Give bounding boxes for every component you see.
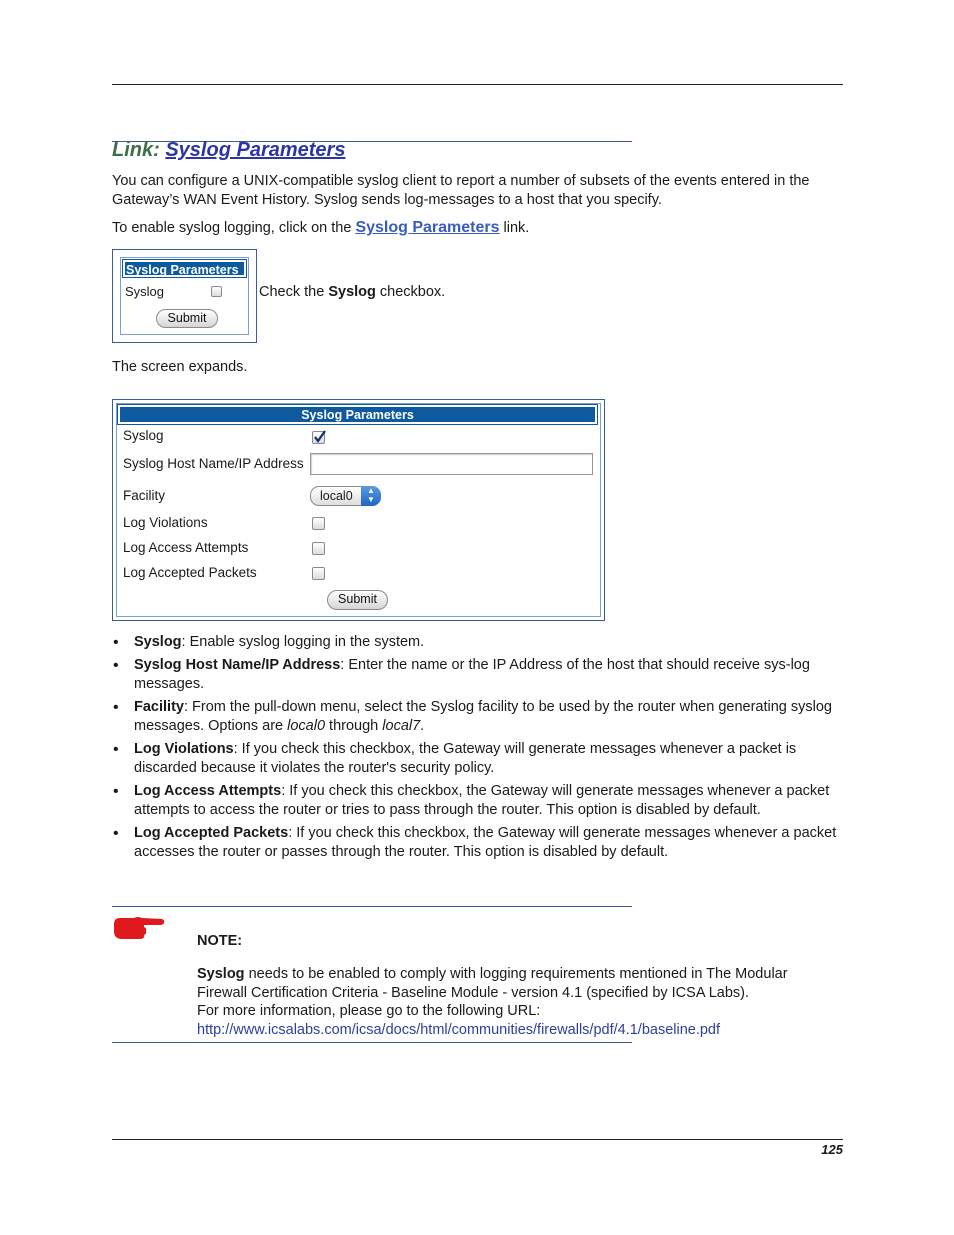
- note-body: Syslog needs to be enabled to comply with logging requirements mentioned in The Modular Firewall Certification Criteria - Baseline Module - version 4.1 (specified by ICSA Labs).: [197, 966, 788, 1001]
- top-rule: [112, 84, 843, 85]
- up-down-arrows-icon: ▲ ▼: [361, 486, 381, 506]
- syslog-parameters-heading-link[interactable]: Syslog Parameters: [165, 139, 346, 161]
- page-number: 125: [821, 1142, 843, 1157]
- field-descriptions: [112, 633, 842, 866]
- syslog-panel-collapsed: [112, 249, 257, 343]
- note-top-rule: [112, 906, 632, 907]
- facility-value: local0: [320, 489, 353, 503]
- checkmark-icon: [312, 429, 327, 444]
- page-heading: [112, 139, 345, 162]
- log-accepted-packets-checkbox[interactable]: [312, 567, 325, 580]
- list-item: • Log Accepted Packets: If you check this checkbox, the Gateway will generate messages whenever a packet accesses the router or passes through the router. This option is disabled by default.: [112, 824, 842, 862]
- list-item: • Log Violations: If you check this checkbox, the Gateway will generate messages whenever a packet is discarded because it violates the router's security policy.: [112, 740, 842, 778]
- submit-button[interactable]: Submit: [327, 590, 388, 610]
- log-access-attempts-checkbox[interactable]: [312, 542, 325, 555]
- log-violations-label: Log Violations: [123, 515, 208, 530]
- syslog-parameters-link[interactable]: Syslog Parameters: [355, 219, 500, 236]
- host-row-label: Syslog Host Name/IP Address: [123, 456, 304, 471]
- syslog-row-label: Syslog: [123, 428, 164, 443]
- list-item: • Facility: From the pull-down menu, select the Syslog facility to be used by the router when generating syslog messages. Options are local0 through local7.: [112, 698, 842, 736]
- pointing-hand-icon: [112, 914, 166, 942]
- log-access-attempts-label: Log Access Attempts: [123, 540, 249, 555]
- enable-paragraph: To enable syslog logging, click on the Syslog Parameters link.: [112, 219, 530, 236]
- syslog-host-input[interactable]: [310, 453, 593, 475]
- submit-button[interactable]: Submit: [156, 309, 218, 328]
- note-title: NOTE:: [197, 933, 243, 949]
- footer-rule: [112, 1139, 843, 1140]
- panel-title: Syslog Parameters: [123, 260, 246, 277]
- syslog-checkbox[interactable]: [312, 431, 325, 444]
- note-more-info: For more information, please go to the following URL:: [197, 1003, 541, 1019]
- log-accepted-packets-label: Log Accepted Packets: [123, 565, 257, 580]
- facility-row-label: Facility: [123, 488, 166, 503]
- note-bottom-rule: [112, 1042, 632, 1043]
- small-panel-caption: Check the Syslog checkbox.: [259, 284, 446, 300]
- syslog-panel-expanded: [112, 399, 605, 621]
- log-violations-checkbox[interactable]: [312, 517, 325, 530]
- syslog-checkbox[interactable]: [211, 286, 222, 297]
- panel-title: Syslog Parameters: [118, 405, 597, 424]
- heading-prefix: Link:: [112, 139, 160, 161]
- facility-select[interactable]: [310, 486, 381, 506]
- baseline-pdf-link[interactable]: http://www.icsalabs.com/icsa/docs/html/communities/firewalls/pdf/4.1/baseline.pdf: [197, 1022, 721, 1038]
- syslog-label: Syslog: [125, 284, 165, 299]
- intro-paragraph: You can configure a UNIX-compatible syslog client to report a number of subsets of the events entered in the Gateway’s WAN Event History. Syslog sends log-messages to a host that you specify.: [112, 173, 810, 208]
- list-item: • Syslog: Enable syslog logging in the system.: [112, 633, 842, 652]
- list-item: • Syslog Host Name/IP Address: Enter the name or the IP Address of the host that should receive sys-log messages.: [112, 656, 842, 694]
- list-item: • Log Access Attempts: If you check this checkbox, the Gateway will generate messages whenever a packet attempts to access the router or tries to pass through the router. This option is disabled by default.: [112, 782, 842, 820]
- screen-expands-text: The screen expands.: [112, 359, 248, 375]
